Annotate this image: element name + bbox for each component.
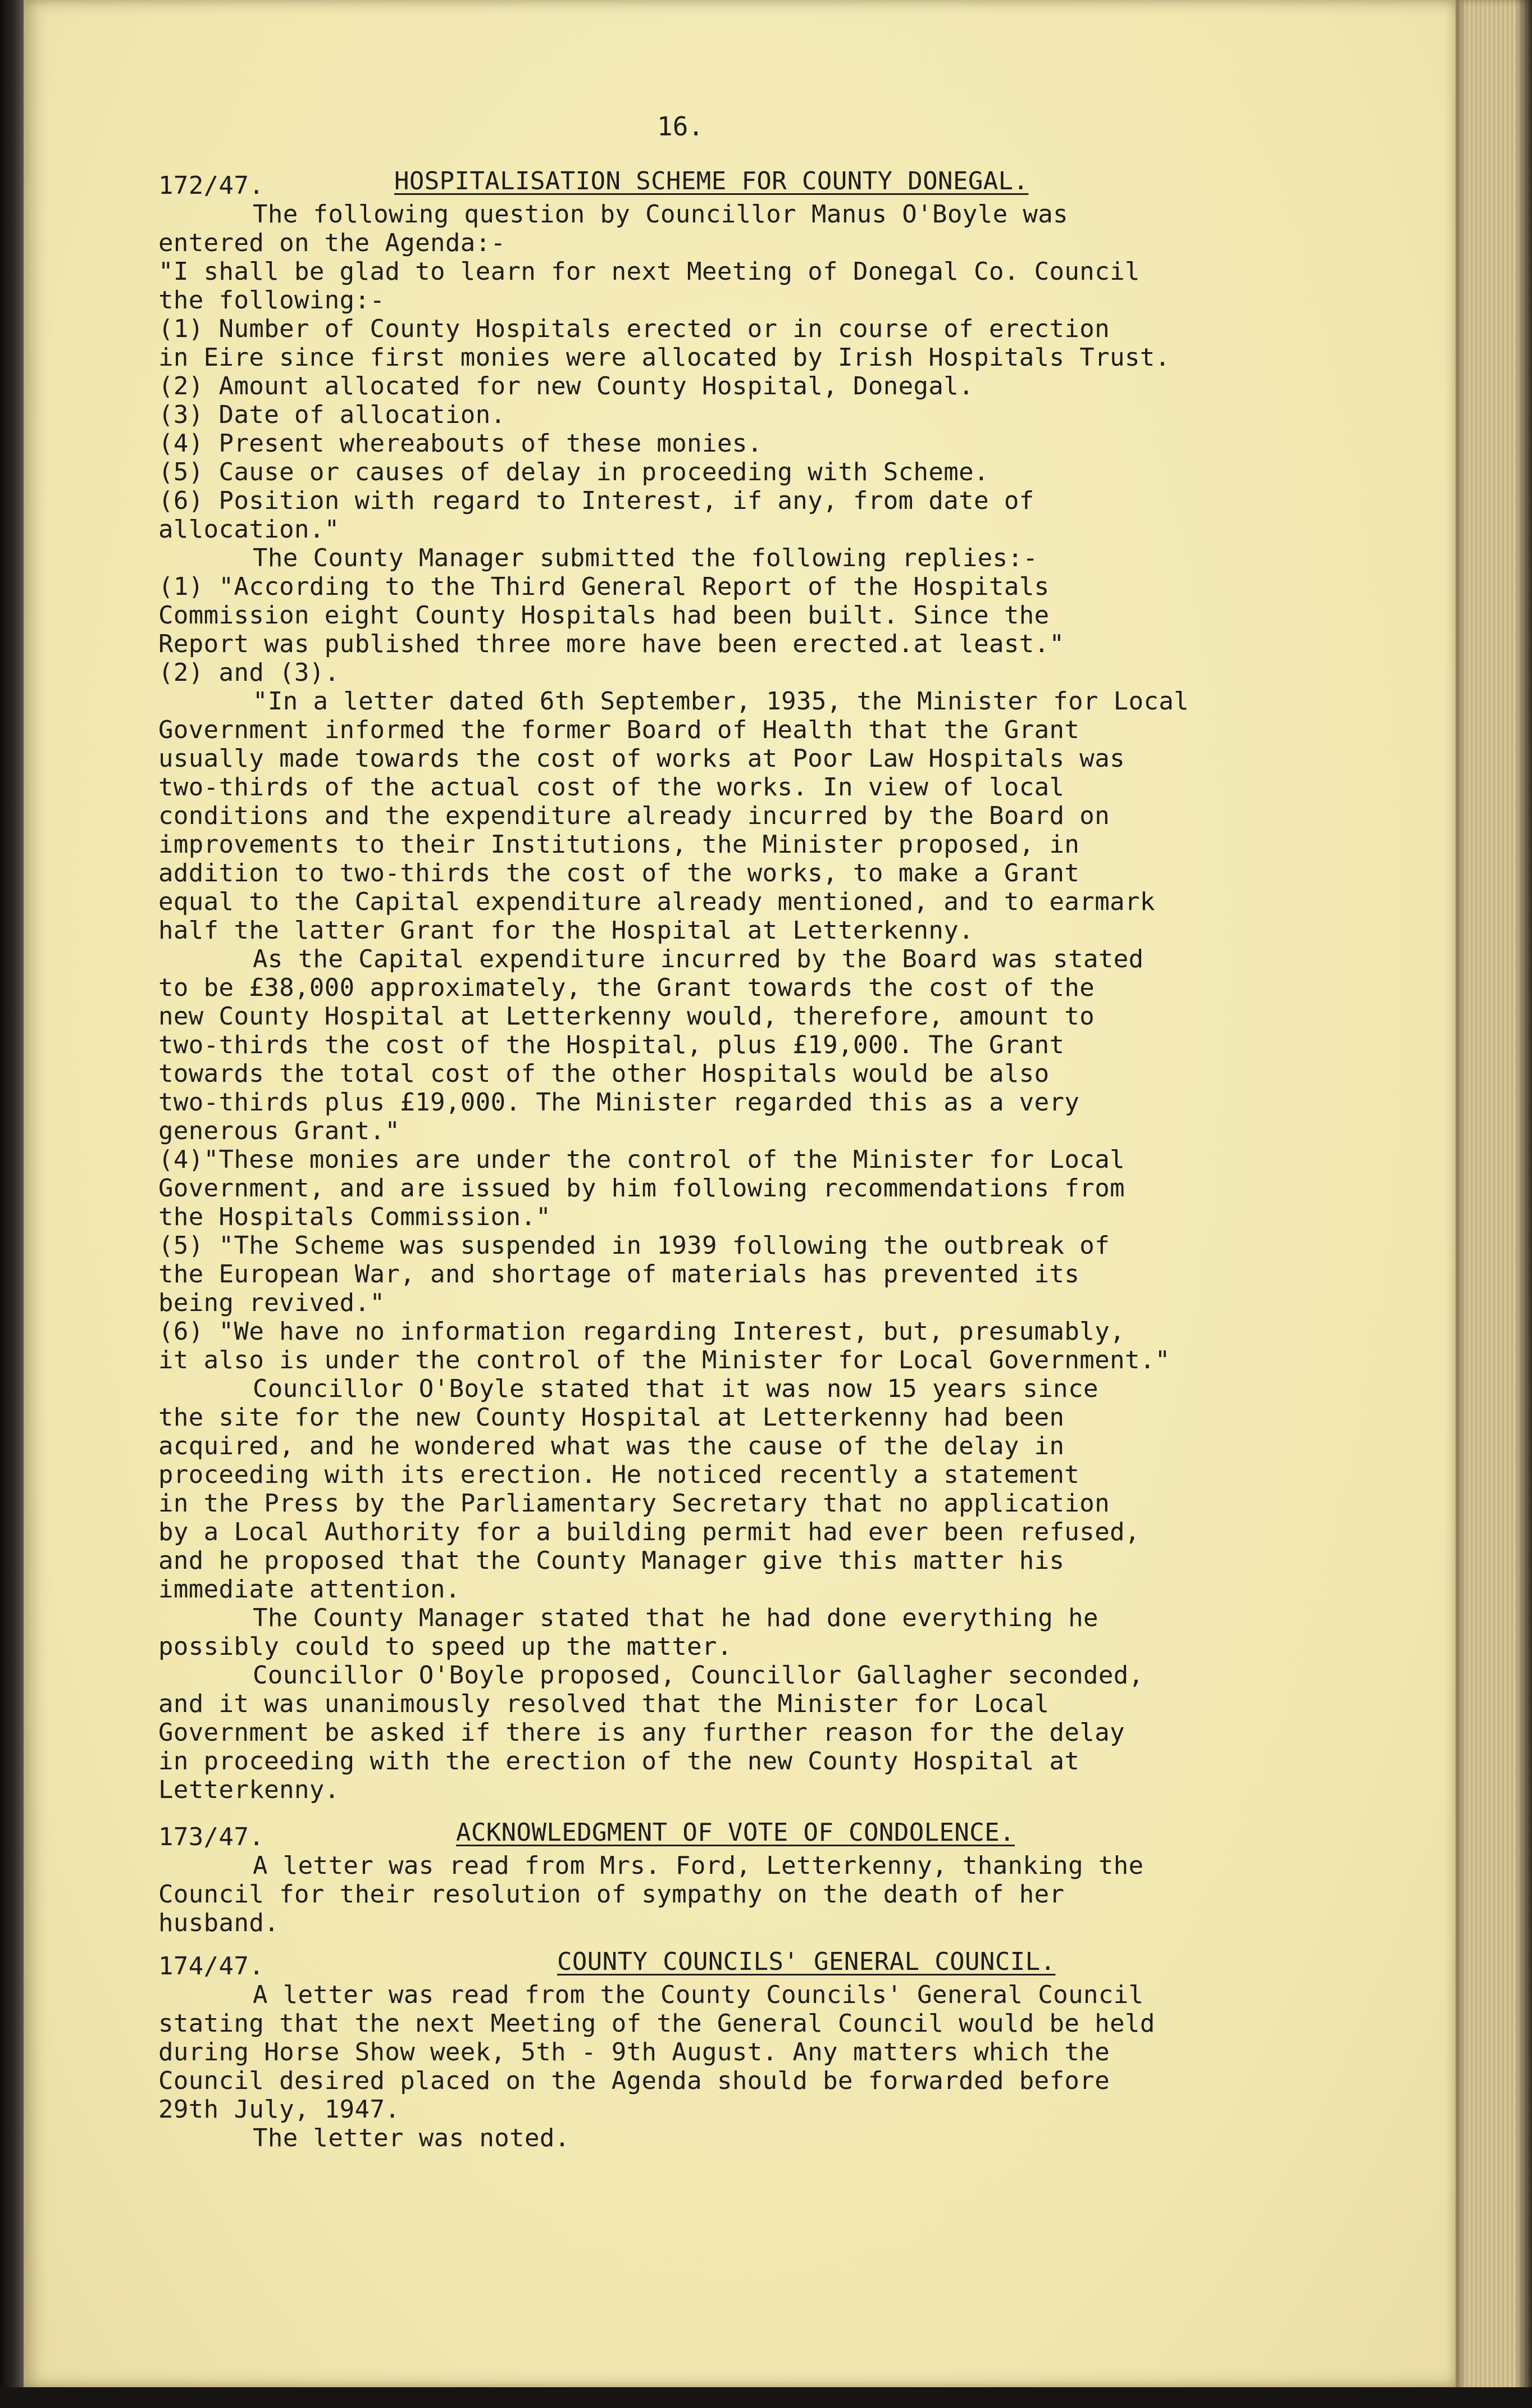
text-line: immediate attention. [158,1575,460,1604]
text-line: husband. [158,1909,280,1937]
text-line: stating that the next Meeting of the General Council would be held [158,2009,1155,2038]
section-heading: HOSPITALISATION SCHEME FOR COUNTY DONEGAL. [394,167,1029,195]
minute-number: 172/47. [158,171,265,200]
text-line: (4)"These monies are under the control of the Minister for Local [158,1145,1125,1174]
text-line: in the Press by the Parliamentary Secretary that no application [158,1489,1110,1518]
text-line: entered on the Agenda:- [158,229,506,257]
text-line: possibly could to speed up the matter. [158,1632,732,1661]
section-header [158,1947,1326,1981]
section-body [158,1981,1326,2152]
text-line: (1) Number of County Hospitals erected or in course of erection [158,315,1110,343]
text-line: the site for the new County Hospital at Letterkenny had been [158,1403,1065,1432]
text-line: the Hospitals Commission." [158,1203,551,1231]
text-line: The County Manager stated that he had done everything he [253,1604,1098,1632]
text-line: Letterkenny. [158,1776,340,1804]
section-header [158,1818,1326,1851]
text-line: in Eire since first monies were allocated by Irish Hospitals Trust. [158,343,1170,372]
minute-section-173 [158,1818,1326,1937]
text-line: (2) and (3). [158,658,340,687]
text-line: allocation." [158,515,340,544]
minute-number: 173/47. [158,1823,265,1851]
text-line: by a Local Authority for a building permit had ever been refused, [158,1518,1140,1546]
text-line: (2) Amount allocated for new County Hospital, Donegal. [158,372,974,400]
text-line: 29th July, 1947. [158,2095,400,2124]
text-line: usually made towards the cost of works at Poor Law Hospitals was [158,744,1125,773]
text-line: it also is under the control of the Minister for Local Government." [158,1346,1170,1374]
text-line: half the latter Grant for the Hospital at Letterkenny. [158,916,974,945]
page-edges [1456,0,1532,2408]
text-line: being revived." [158,1289,385,1317]
text-line: addition to two-thirds the cost of the works, to make a Grant [158,859,1080,887]
text-line: improvements to their Institutions, the Minister proposed, in [158,830,1080,859]
text-line: new County Hospital at Letterkenny would, therefore, amount to [158,1002,1095,1031]
text-line: during Horse Show week, 5th - 9th August. Any matters which the [158,2038,1110,2066]
text-line: "I shall be glad to learn for next Meeting of Donegal Co. Council [158,257,1140,286]
text-line: two-thirds of the actual cost of the works. In view of local [158,773,1065,802]
minute-section-174 [158,1947,1326,2152]
text-line: (5) Cause or causes of delay in proceeding with Scheme. [158,458,989,486]
text-line: (5) "The Scheme was suspended in 1939 following the outbreak of [158,1231,1110,1260]
text-line: Councillor O'Boyle proposed, Councillor Gallagher seconded, [253,1661,1144,1690]
section-heading: ACKNOWLEDGMENT OF VOTE OF CONDOLENCE. [456,1818,1015,1847]
section-body [158,1851,1326,1937]
book-gutter [0,0,24,2408]
text-line: Council for their resolution of sympathy on the death of her [158,1880,1065,1909]
text-line: The following question by Councillor Manus O'Boyle was [253,200,1069,229]
text-line: A letter was read from the County Councils' General Council [253,1981,1144,2009]
text-line: (3) Date of allocation. [158,400,506,429]
text-line: the European War, and shortage of materials has prevented its [158,1260,1080,1289]
text-line: to be £38,000 approximately, the Grant towards the cost of the [158,973,1095,1002]
text-line: two-thirds plus £19,000. The Minister regarded this as a very [158,1088,1080,1117]
page-number: 16. [657,111,704,142]
text-line: (4) Present whereabouts of these monies. [158,429,763,458]
minute-number: 174/47. [158,1952,265,1981]
bottom-shadow [0,2387,1532,2408]
text-line: (6) "We have no information regarding Interest, but, presumably, [158,1317,1125,1346]
text-line: proceeding with its erection. He noticed recently a statement [158,1460,1080,1489]
text-line: (6) Position with regard to Interest, if any, from date of [158,486,1034,515]
text-line: Government be asked if there is any further reason for the delay [158,1718,1125,1747]
text-line: and he proposed that the County Manager give this matter his [158,1546,1065,1575]
text-line: Government, and are issued by him following recommendations from [158,1174,1125,1203]
text-line: A letter was read from Mrs. Ford, Letterkenny, thanking the [253,1851,1144,1880]
text-line: "In a letter dated 6th September, 1935, the Minister for Local [253,687,1189,716]
text-line: Councillor O'Boyle stated that it was now 15 years since [253,1374,1098,1403]
text-line: equal to the Capital expenditure already mentioned, and to earmark [158,887,1155,916]
text-line: Government informed the former Board of Health that the Grant [158,716,1080,744]
text-line: acquired, and he wondered what was the cause of the delay in [158,1432,1065,1460]
section-header [158,167,1326,200]
text-line: The letter was noted. [253,2124,570,2152]
text-line: two-thirds the cost of the Hospital, plus £19,000. The Grant [158,1031,1065,1059]
text-line: The County Manager submitted the following replies:- [253,544,1038,572]
text-line: in proceeding with the erection of the new County Hospital at [158,1747,1080,1776]
text-line: and it was unanimously resolved that the Minister for Local [158,1690,1050,1718]
text-line: towards the total cost of the other Hospitals would be also [158,1059,1050,1088]
minute-section-172 [158,167,1326,1804]
text-line: Council desired placed on the Agenda should be forwarded before [158,2066,1110,2095]
text-line: conditions and the expenditure already incurred by the Board on [158,802,1110,830]
text-line: (1) "According to the Third General Report of the Hospitals [158,572,1050,601]
text-line: generous Grant." [158,1117,400,1145]
text-line: Commission eight County Hospitals had been built. Since the [158,601,1050,630]
text-line: As the Capital expenditure incurred by the Board was stated [253,945,1144,973]
section-heading: COUNTY COUNCILS' GENERAL COUNCIL. [557,1947,1056,1976]
text-line: Report was published three more have been erected.at least." [158,630,1065,658]
section-body [158,200,1326,1804]
text-line: the following:- [158,286,385,315]
